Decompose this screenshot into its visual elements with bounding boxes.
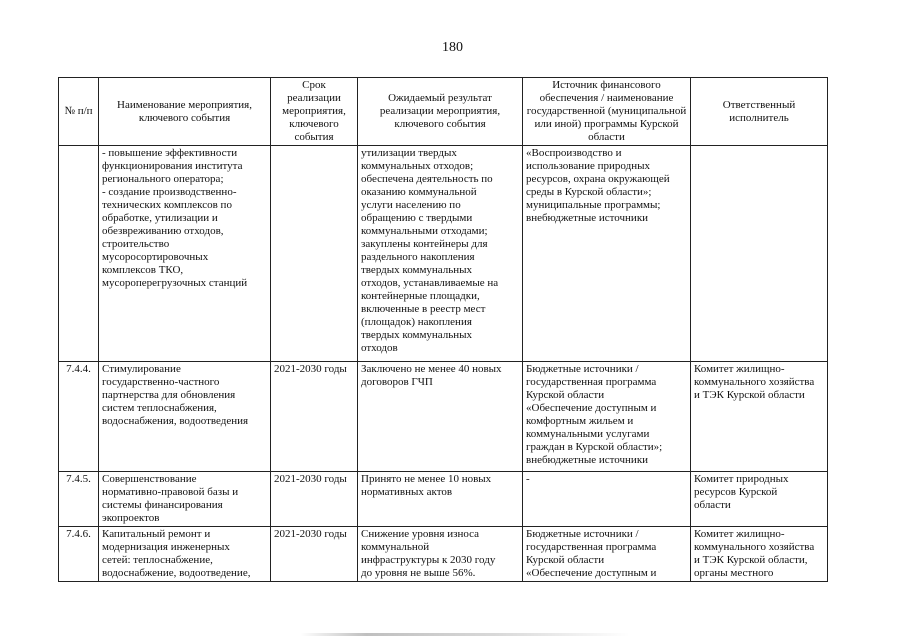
row-result: утилизации твердых коммунальных отходов; обеспечена деятельность по оказанию коммунальной услуги населению по обращению с твердыми коммунальными отходами; закуплены контейнеры для раздельного накопления твердых коммунальных отходов, устанавливаемые на контейнерные площадки, включенные в реестр мест (площадок) накопления твердых коммунальных отходов xyxy=(358,146,523,362)
header-num: № п/п xyxy=(59,78,99,146)
row-name: Совершенствование нормативно-правовой базы и системы финансирования экопроектов xyxy=(99,472,271,527)
row-result: Принято не менее 10 новых нормативных актов xyxy=(358,472,523,527)
header-source: Источник финансового обеспечения / наименование государственной (муниципальной или иной) программы Курской области xyxy=(523,78,691,146)
row-source: Бюджетные источники / государственная программа Курской области «Обеспечение доступным и комфортным жильем и коммунальными услугами граждан в Курской области»; внебюджетные источники xyxy=(523,362,691,472)
row-result: Снижение уровня износа коммунальной инфраструктуры к 2030 году до уровня не выше 56%. xyxy=(358,527,523,582)
table-header-row xyxy=(59,78,828,146)
table-row xyxy=(59,146,828,362)
row-num: 7.4.5. xyxy=(59,472,99,527)
page-number: 180 xyxy=(442,40,463,55)
row-name: Капитальный ремонт и модернизация инженерных сетей: теплоснабжение, водоснабжение, водоотведение, xyxy=(99,527,271,582)
row-num: 7.4.4. xyxy=(59,362,99,472)
row-term: 2021-2030 годы xyxy=(271,472,358,527)
row-source: «Воспроизводство и использование природных ресурсов, охрана окружающей среды в Курской области»; муниципальные программы; внебюджетные источники xyxy=(523,146,691,362)
header-term: Срок реализации мероприятия, ключевого события xyxy=(271,78,358,146)
table-row xyxy=(59,527,828,582)
measures-table xyxy=(58,77,828,582)
row-responsible xyxy=(691,146,828,362)
row-num xyxy=(59,146,99,362)
header-result: Ожидаемый результат реализации мероприятия, ключевого события xyxy=(358,78,523,146)
row-responsible: Комитет природных ресурсов Курской области xyxy=(691,472,828,527)
row-num: 7.4.6. xyxy=(59,527,99,582)
row-name: - повышение эффективности функционирования института регионального оператора; - создание производственно- технических комплексов по обработке, утилизации и обезвреживанию отходов, строительство мусоросортировочных комплексов ТКО, мусороперегрузочных станций xyxy=(99,146,271,362)
row-responsible: Комитет жилищно- коммунального хозяйства и ТЭК Курской области, органы местного xyxy=(691,527,828,582)
row-responsible: Комитет жилищно- коммунального хозяйства и ТЭК Курской области xyxy=(691,362,828,472)
row-term: 2021-2030 годы xyxy=(271,527,358,582)
header-name: Наименование мероприятия, ключевого события xyxy=(99,78,271,146)
row-source: - xyxy=(523,472,691,527)
row-term xyxy=(271,146,358,362)
scan-artifact xyxy=(300,633,630,636)
row-term: 2021-2030 годы xyxy=(271,362,358,472)
header-responsible: Ответственный исполнитель xyxy=(691,78,828,146)
row-result: Заключено не менее 40 новых договоров ГЧП xyxy=(358,362,523,472)
table-row xyxy=(59,472,828,527)
row-name: Стимулирование государственно-частного партнерства для обновления систем теплоснабжения, водоснабжения, водоотведения xyxy=(99,362,271,472)
row-source: Бюджетные источники / государственная программа Курской области «Обеспечение доступным и xyxy=(523,527,691,582)
table-row xyxy=(59,362,828,472)
